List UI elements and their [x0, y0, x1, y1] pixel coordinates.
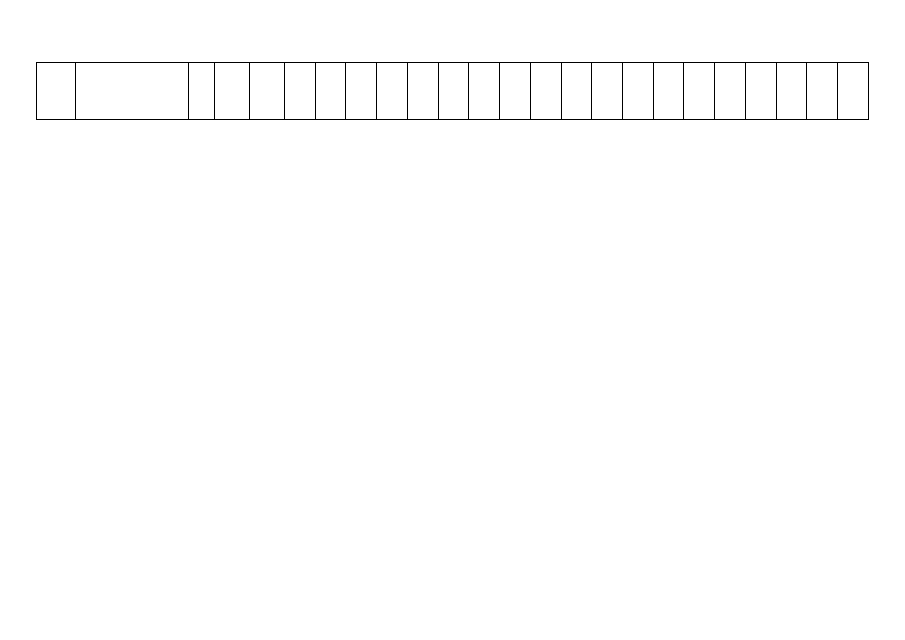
column-header: [715, 63, 746, 120]
column-header: [592, 63, 623, 120]
column-header: [653, 63, 684, 120]
column-header: [776, 63, 807, 120]
column-header: [500, 63, 531, 120]
column-header: [745, 63, 776, 120]
column-header: [469, 63, 500, 120]
column-header: [215, 63, 250, 120]
column-header: [407, 63, 438, 120]
column-header: [807, 63, 838, 120]
table-header: [37, 63, 869, 120]
column-header: [315, 63, 346, 120]
column-header: [622, 63, 653, 120]
column-header: [250, 63, 285, 120]
column-header: [75, 63, 188, 120]
column-header: [377, 63, 408, 120]
document-table-area: [36, 62, 869, 617]
header-row: [37, 63, 869, 120]
column-header: [561, 63, 592, 120]
column-header: [684, 63, 715, 120]
column-header: [37, 63, 76, 120]
column-header: [188, 63, 215, 120]
data-table: [36, 62, 869, 120]
column-header: [284, 63, 315, 120]
column-header: [838, 63, 869, 120]
column-header: [438, 63, 469, 120]
column-header: [530, 63, 561, 120]
column-header: [346, 63, 377, 120]
